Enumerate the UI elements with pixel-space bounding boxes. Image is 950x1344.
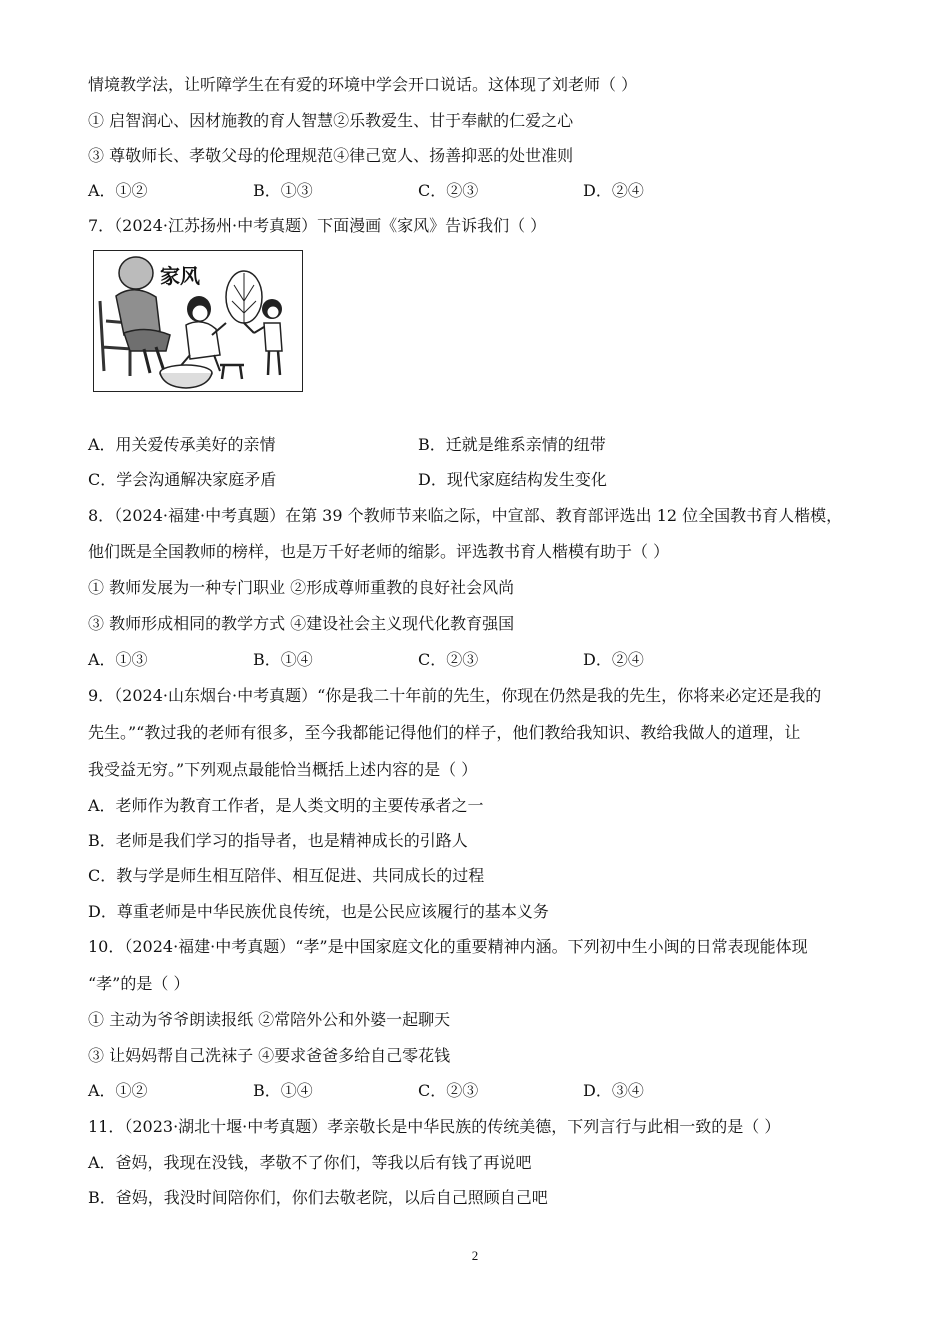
q7-stem: 7．（2024·江苏扬州·中考真题）下面漫画《家风》告诉我们（ ）: [88, 216, 547, 235]
q8-option-d[interactable]: D．②④: [583, 650, 644, 669]
q9-stem-line-3: 我受益无穷。”下列观点最能恰当概括上述内容的是（ ）: [88, 760, 478, 779]
q9-option-c[interactable]: C．教与学是师生相互陪伴、相互促进、共同成长的过程: [88, 866, 485, 885]
q6-statement-2: ③ 尊敬师长、孝敬父母的伦理规范④律己宽人、扬善抑恶的处世准则: [88, 146, 574, 165]
q9-option-a[interactable]: A．老师作为教育工作者，是人类文明的主要传承者之一: [88, 796, 484, 815]
q8-option-b[interactable]: B．①④: [253, 650, 313, 669]
q8-statement-2: ③ 教师形成相同的教学方式 ④建设社会主义现代化教育强国: [88, 614, 515, 633]
q7-option-a[interactable]: A．用关爱传承美好的亲情: [88, 435, 276, 454]
q10-option-a[interactable]: A．①②: [88, 1081, 148, 1100]
q7-option-b[interactable]: B．迁就是维系亲情的纽带: [418, 435, 606, 454]
q6-stem-tail: 情境教学法，让听障学生在有爱的环境中学会开口说话。这体现了刘老师（ ）: [88, 75, 638, 94]
cartoon-illustration: [94, 251, 301, 390]
q8-option-a[interactable]: A．①③: [88, 650, 148, 669]
q10-option-c[interactable]: C．②③: [418, 1081, 479, 1100]
q10-option-d[interactable]: D．③④: [583, 1081, 644, 1100]
q6-options: [88, 181, 868, 201]
q8-stem-line-1: 8．（2024·福建·中考真题）在第 39 个教师节来临之际，中宣部、教育部评选出 12 位全国教书育人楷模，: [88, 506, 843, 525]
q6-statement-1: ① 启智润心、因材施教的育人智慧②乐教爱生、甘于奉献的仁爱之心: [88, 111, 574, 130]
q10-statement-2: ③ 让妈妈帮自己洗袜子 ④要求爸爸多给自己零花钱: [88, 1046, 451, 1065]
q11-option-a[interactable]: A．爸妈，我现在没钱，孝敬不了你们，等我以后有钱了再说吧: [88, 1153, 532, 1172]
q7-option-d[interactable]: D．现代家庭结构发生变化: [418, 470, 607, 489]
q9-stem-line-2: 先生。”“教过我的老师有很多，至今我都能记得他们的样子，他们教给我知识、教给我做人的道理，让: [88, 723, 801, 742]
q6-option-c[interactable]: C．②③: [418, 181, 479, 200]
q6-option-b[interactable]: B．①③: [253, 181, 313, 200]
q9-option-b[interactable]: B．老师是我们学习的指导者，也是精神成长的引路人: [88, 831, 468, 850]
q7-options-row-1: [88, 435, 868, 455]
page-number: 2: [471, 1248, 479, 1263]
q7-options-row-2: [88, 470, 868, 490]
q6-option-d[interactable]: D．②④: [583, 181, 644, 200]
q10-option-b[interactable]: B．①④: [253, 1081, 313, 1100]
q10-stem-line-2: “孝”的是（ ）: [88, 974, 190, 993]
q9-stem-line-1: 9．（2024·山东烟台·中考真题）“你是我二十年前的先生，你现在仍然是我的先生，你将来必定还是我的: [88, 686, 822, 705]
q8-option-c[interactable]: C．②③: [418, 650, 479, 669]
q11-option-b[interactable]: B．爸妈，我没时间陪你们，你们去敬老院，以后自己照顾自己吧: [88, 1188, 548, 1207]
q9-option-d[interactable]: D．尊重老师是中华民族优良传统，也是公民应该履行的基本义务: [88, 902, 549, 921]
cartoon-title: 家风: [160, 264, 200, 288]
q11-stem: 11．（2023·湖北十堰·中考真题）孝亲敬长是中华民族的传统美德，下列言行与此相一致的是（ ）: [88, 1117, 781, 1136]
q10-options: [88, 1081, 868, 1101]
q8-options: [88, 650, 868, 670]
q8-stem-line-2: 他们既是全国教师的榜样，也是万千好老师的缩影。评选教书育人楷模有助于（ ）: [88, 542, 670, 561]
q6-option-a[interactable]: A．①②: [88, 181, 148, 200]
q8-statement-1: ① 教师发展为一种专门职业 ②形成尊师重教的良好社会风尚: [88, 578, 515, 597]
q10-statement-1: ① 主动为爷爷朗读报纸 ②常陪外公和外婆一起聊天: [88, 1010, 451, 1029]
family-tradition-cartoon: [93, 250, 303, 392]
q7-option-c[interactable]: C．学会沟通解决家庭矛盾: [88, 470, 277, 489]
q10-stem-line-1: 10．（2024·福建·中考真题）“孝”是中国家庭文化的重要精神内涵。下列初中生小闽的日常表现能体现: [88, 937, 808, 956]
